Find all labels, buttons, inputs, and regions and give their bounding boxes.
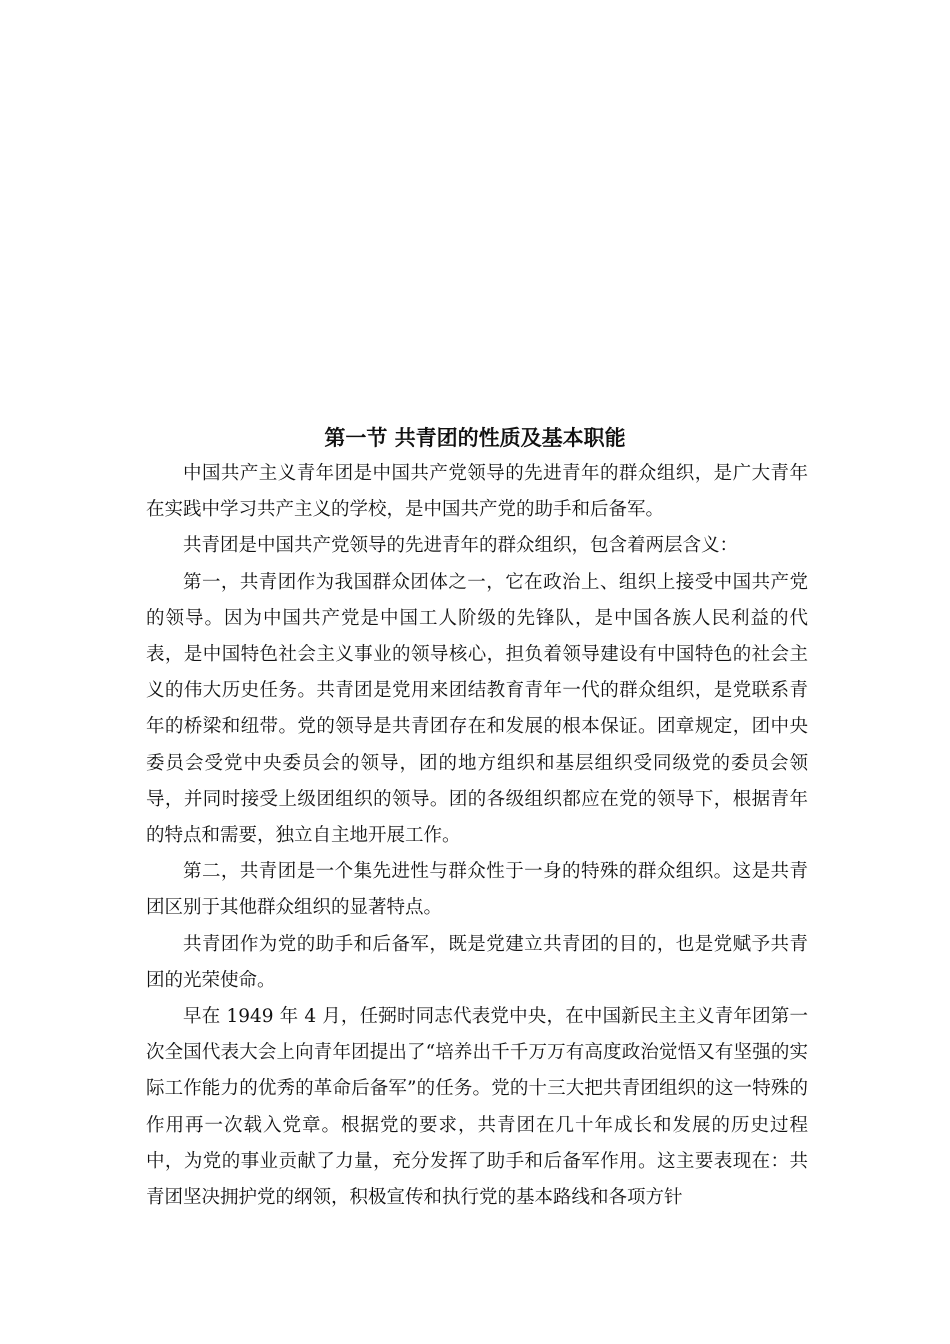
section-title: 第一节 共青团的性质及基本职能	[324, 425, 626, 451]
paragraph-assistant-reserve: 共青团作为党的助手和后备军，既是党建立共青团的目的，也是党赋予共青团的光荣使命。	[146, 933, 808, 991]
paragraph-first-meaning: 第一，共青团作为我国群众团体之一，它在政治上、组织上接受中国共产党的领导。因为中国共产党是中国工人阶级的先锋队，是中国各族人民利益的代表，是中国特色社会主义事业的领导核心，担负着领导建设有中国特色的社会主义的伟大历史任务。共青团是党用来团结教育青年一代的群众组织，是党联系青年的桥梁和纽带。党的领导是共青团存在和发展的根本保证。团章规定，团中央委员会受党中央委员会的领导，团的地方组织和基层组织受同级党的委员会领导，并同时接受上级团组织的领导。团的各级组织都应在党的领导下，根据青年的特点和需要，独立自主地开展工作。	[146, 571, 808, 847]
paragraph-two-meanings: 共青团是中国共产党领导的先进青年的群众组织，包含着两层含义：	[183, 535, 739, 557]
paragraph-second-meaning: 第二，共青团是一个集先进性与群众性于一身的特殊的群众组织。这是共青团区别于其他群众组织的显著特点。	[146, 861, 808, 919]
document-body	[146, 456, 808, 1216]
paragraph-history: 早在 1949 年 4 月，任弼时同志代表党中央，在中国新民主主义青年团第一次全国代表大会上向青年团提出了“培养出千千万万有高度政治觉悟又有坚强的实际工作能力的优秀的革命后备军”的任务。党的十三大把共青团组织的这一特殊的作用再一次载入党章。根据党的要求，共青团在几十年成长和发展的历史过程中，为党的事业贡献了力量，充分发挥了助手和后备军作用。这主要表现在：共青团坚决拥护党的纲领，积极宣传和执行党的基本路线和各项方针	[146, 1006, 808, 1209]
paragraph-intro: 中国共产主义青年团是中国共产党领导的先进青年的群众组织，是广大青年在实践中学习共产主义的学校，是中国共产党的助手和后备军。	[146, 463, 808, 521]
